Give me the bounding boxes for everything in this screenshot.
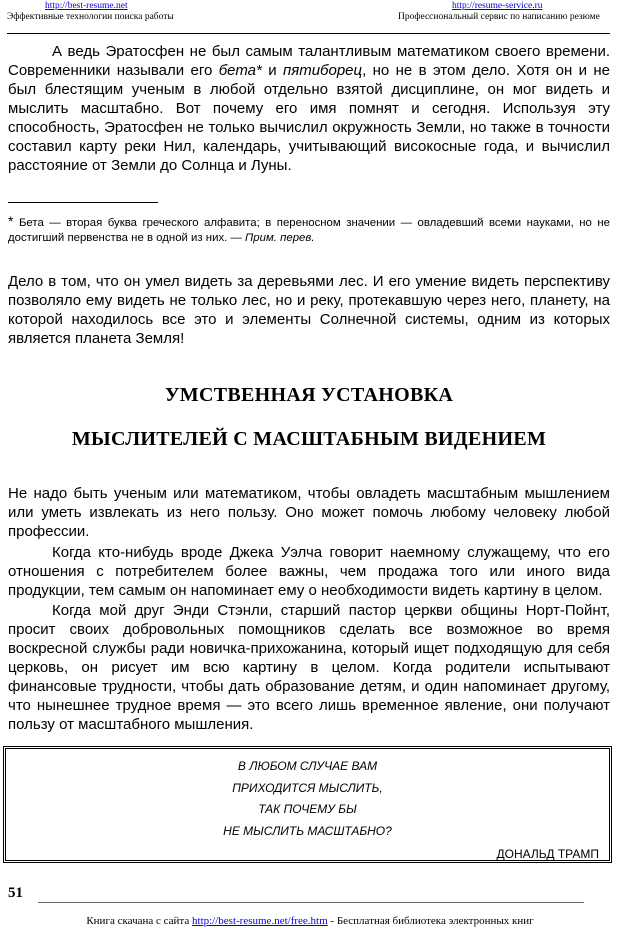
translator-note: Прим. перев. (245, 232, 315, 244)
header-left-text: Эффективные технологии поиска работы (7, 12, 174, 22)
quote-line-2: ПРИХОДИТСЯ МЫСЛИТЬ, (232, 781, 383, 795)
paragraph-forest: Дело в том, что он умел видеть за деревьями лес. И его умение видеть перспективу позволяло ему видеть не только лес, но и реку, протекавшую через него, планету, на которой находилось все это и элементы Солнечной системы, одним из которых является планета Земля! (8, 273, 610, 347)
section-heading-line2: МЫСЛИТЕЛЕЙ С МАСШТАБНЫМ ВИДЕНИЕМ (71, 428, 547, 450)
footer-line: Книга скачана с сайта http://best-resume.net/free.htm - Бесплатная библиотека электронных книг (86, 915, 534, 927)
section-heading-line1: УМСТВЕННАЯ УСТАНОВКА (164, 384, 454, 406)
quote-author: ДОНАЛЬД ТРАМП (496, 847, 599, 861)
footnote-divider (8, 202, 158, 203)
term-beta: бета* (218, 62, 262, 79)
quote-box (3, 746, 612, 863)
header-divider (7, 33, 610, 34)
footer-divider (38, 902, 584, 903)
footnote: * Бета — вторая буква греческого алфавита; в переносном значении — овладевший всеми науками, но не достигший первенства не в одной из них. — Прим. перев. (8, 213, 610, 244)
quote-line-4: НЕ МЫСЛИТЬ МАСШТАБНО? (223, 824, 392, 838)
header-right-text: Профессиональный сервис по написанию резюме (398, 12, 600, 22)
paragraph-jack-welch: Когда кто-нибудь вроде Джека Уэлча говорит наемному служащему, что его отношения с потребителем более важны, чем продажа того или иного вида продукции, тем самым он напоминает ему о необходимости видеть картину в целом. (8, 544, 610, 599)
paragraph-intro: Не надо быть ученым или математиком, чтобы овладеть масштабным мышлением или уметь извлекать из него пользу. Оно может помочь любому человеку любой профессии. (8, 485, 610, 540)
quote-line-3: ТАК ПОЧЕМУ БЫ (258, 802, 357, 816)
paragraph-andy-stanley: Когда мой друг Энди Стэнли, старший пастор церкви общины Норт-Пойнт, просит своих добровольных помощников сделать все возможное во время воскресной службы ради новичка-прихожанина, который ищет подходящую для себя церковь, он рисует им всю картину в целом. Когда родители испытывают финансовые трудности, чтобы дать образование детям, и один напоминает другому, что нынешнее трудное время — это всего лишь временное явление, они получают пользу от масштабного мышления. (8, 602, 610, 733)
term-pentathlete: пятиборец (282, 62, 363, 79)
footer-link[interactable]: http://best-resume.net/free.htm (192, 915, 328, 927)
paragraph-eratosthenes: А ведь Эратосфен не был самым талантливым математиком своего времени. Современники называли его бета* и пятиборец, но не в этом дело. Хотя он и не был блестящим ученым в любой отдельно взятой дисциплине, он мог видеть и мыслить масштабно. Вот почему его имя помнят и сегодня. Используя эту способность, Эратосфен не только вычислил окружность Земли, но также в точности составил карту реки Нил, календарь, учитывающий високосные года, и вычислил расстояние от Земли до Солнца и Луны. (8, 43, 611, 174)
header-right-link[interactable]: http://resume-service.ru (452, 1, 543, 11)
page-number: 51 (8, 885, 23, 901)
header-left-link[interactable]: http://best-resume.net (45, 1, 128, 11)
quote-line-1: В ЛЮБОМ СЛУЧАЕ ВАМ (237, 759, 378, 773)
